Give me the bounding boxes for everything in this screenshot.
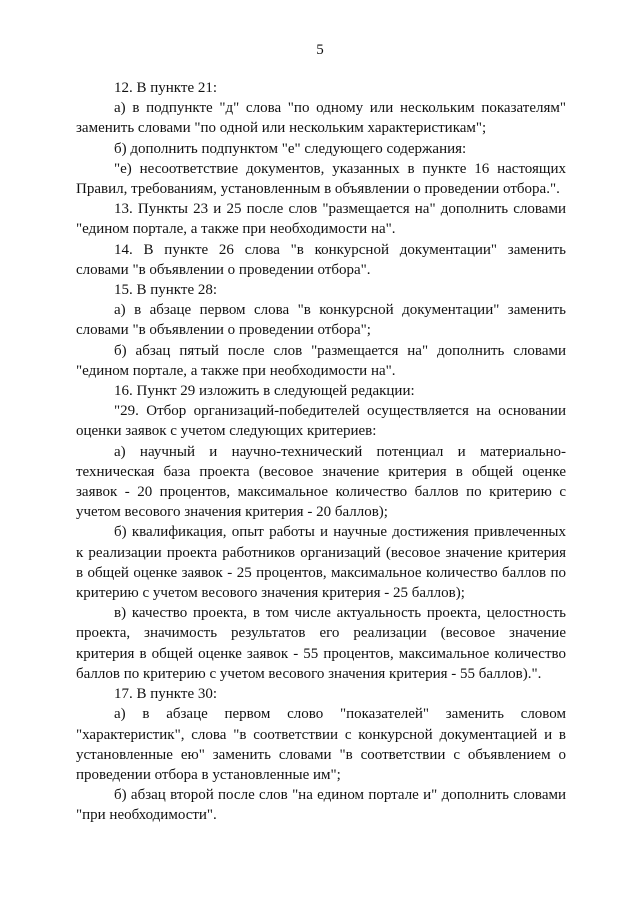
paragraph: 13. Пункты 23 и 25 после слов "размещается на" дополнить словами "едином портале, а также при необходимости на". [76,201,566,238]
paragraph: 15. В пункте 28: [114,282,218,299]
paragraph: а) в абзаце первом слова "в конкурсной документации" заменить словами "в объявлении о проведении отбора"; [76,302,566,339]
paragraph: а) научный и научно-технический потенциал и материально-техническая база проекта (весовое значение критерия в общей оценке заявок - 20 процентов, максимальное количество баллов по критерию с учетом весового значения критерия - 20 баллов); [76,443,566,521]
paragraph: в) качество проекта, в том числе актуальность проекта, целостность проекта, значимость результатов его реализации (весовое значение критерия в общей оценке заявок - 55 процентов, максимальное количество баллов по критерию с учетом весового значения критерия - 55 баллов).". [76,605,566,682]
paragraph: б) дополнить подпунктом "е" следующего содержания: [114,140,467,157]
paragraph: "е) несоответствие документов, указанных в пункте 16 настоящих Правил, требованиям, установленным в объявлении о проведении отбора.". [76,160,566,198]
paragraph: б) абзац второй после слов "на едином портале и" дополнить словами "при необходимости". [76,787,566,824]
paragraph: 12. В пункте 21: [114,80,218,96]
paragraph: б) квалификация, опыт работы и научные достижения привлеченных к реализации проекта работников организаций (весовое значение критерия в общей оценке заявок - 25 процентов, максимальное количество баллов по критерию с учетом весового значения критерия - 25 баллов); [76,524,566,602]
document-body [76,78,566,826]
paragraph: 16. Пункт 29 изложить в следующей редакции: [114,383,415,400]
paragraph: "29. Отбор организаций-победителей осуществляется на основании оценки заявок с учетом следующих критериев: [76,403,566,440]
paragraph: 14. В пункте 26 слова "в конкурсной документации" заменить словами "в объявлении о проведении отбора". [76,241,566,278]
paragraph: 17. В пункте 30: [114,686,218,703]
page-number: 5 [316,42,324,58]
paragraph: б) абзац пятый после слов "размещается на" дополнить словами "едином портале, а также при необходимости на". [76,342,566,379]
paragraph: а) в абзаце первом слово "показателей" заменить словом "характеристик", слова "в соответствии с конкурсной документацией и в установленные ею" заменить словами "в соответствии с объявлением о проведении отбора в установленные им"; [76,706,566,783]
paragraph: а) в подпункте "д" слова "по одному или нескольким показателям" заменить словами "по одной или нескольким характеристикам"; [76,100,566,137]
